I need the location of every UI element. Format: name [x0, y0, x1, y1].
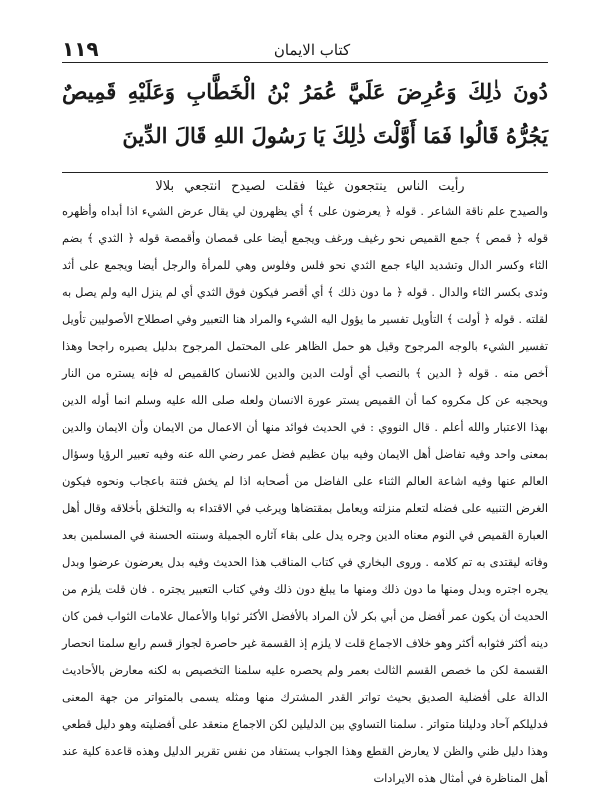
running-title: كتاب الايمان: [273, 41, 351, 59]
hadith-text: دُونَ ذٰلِكَ وَعُرِضَ عَلَيَّ عُمَرُ بْنُ الْخَطَّابِ وَعَلَيْهِ قَمِيصٌ يَجُرُّهُ قَالُوا فَمَا أَوَّلْتَ ذٰلِكَ يَا رَسُولَ اللهِ قَالَ الدِّينَ: [62, 79, 548, 148]
page-header: [62, 38, 548, 60]
commentary-text: والصيدح علم ناقة الشاعر . قوله ﴿ يعرضون على ﴾ أي يظهرون لي يقال عرض الشيء اذا أبداه وأظهره قوله ﴿ قمص ﴾ جمع القميص نحو رغيف ورغف ويجمع أيضا على قمصان وأقمصة قوله ﴿ الثدي ﴾ بضم الثاء وكسر الدال وتشديد الياء جمع الثدي نحو فلس وفلوس وهي للمرأة والرجل أيضا ويجمع على أثد وثدى بكسر الثاء والدال . قوله ﴿ ما دون ذلك ﴾ أي أقصر فيكون فوق الثدي أي لم ينزل اليه ولم يصل به لقلته . قوله ﴿ أولت ﴾ التأويل تفسير ما يؤول اليه الشيء والمراد هنا التعبير وفي اصطلاح الأصوليين تأويل تفسير الشيء بالوجه المرجوح وقيل هو حمل الظاهر على المحتمل المرجوح بدليل يصيره راجحا وهذا أخص منه . قوله ﴿ الدين ﴾ بالنصب أي أولت الدين والدين للانسان كالقميص له فإنه يستره من النار ويحجبه عن كل مكروه كما أن القميص يستر عورة الانسان ولعله صلى الله عليه وسلم انما أوله الدين بهذا الاعتبار والله أعلم . قال النووي : في الحديث فوائد منها أن الاعمال من الايمان وأن الايمان والدين بمعنى واحد وفيه تفاضل أهل الايمان وفيه بيان عظيم فضل عمر رضي الله عنه وفيه تعبير الرؤيا وسؤال العالم عنها وفيه اشاعة العالم الثناء على الفاضل من أصحابه اذا لم يخش فتنة باعجاب ونحوه فيكون الغرض التنبيه على فضله لتعلم منزلته ويعامل بمقتضاها ويرغب في الاقتداء به والتخلق بأخلاقه وقال أهل العبارة القميص في النوم معناه الدين وجره يدل على بقاء آثاره الجميلة وسنته الحسنة في المسلمين بعد وفاته ليقتدى به تم كلامه . وروى البخاري في كتاب المناقب هذا الحديث وفيه بدل يعرضون عرضوا وبدل يجره اجتره وبدل ومنها ما دون ذلك ومنها ما يبلغ دون ذلك وفي كتاب التعبير يجتره . فان قلت يلزم من الحديث أن يكون عمر أفضل من أبي بكر لأن المراد بالأفضل الأكثر ثوابا والأعمال علامات الثواب فمن كان دينه أكثر فثوابه أكثر وهو خلاف الاجماع قلت لا يلزم إذ القسمة غير حاصرة لجواز قسم رابع سلمنا انحصار القسمة لكن ما خصص القسم الثالث بعمر ولم يحصره عليه سلمنا التخصيص به لكنه معارض بالأحاديث الدالة على أفضلية الصديق بحيث تواتر القدر المشترك منها ومثله يسمى بالمتواتر من جهة المعنى فدليلكم آحاد ودليلنا متواتر . سلمنا التساوي بين الدليلين لكن الاجماع منعقد على أفضليته وهو دليل قطعي وهذا دليل ظني والظن لا يعارض القطع وهذا الجواب يستفاد من نفس تقرير الدليل وهذه قاعدة كلية عند أهل المناظرة في أمثال هذه الايرادات: [62, 205, 548, 785]
page-number: ١١٩: [62, 37, 99, 61]
header-rule: [62, 62, 548, 63]
poetry-verse: رأيت الناس ينتجعون غيثا فقلت لصيدح انتجعي بلالا: [155, 179, 465, 194]
section-divider: [62, 172, 548, 173]
